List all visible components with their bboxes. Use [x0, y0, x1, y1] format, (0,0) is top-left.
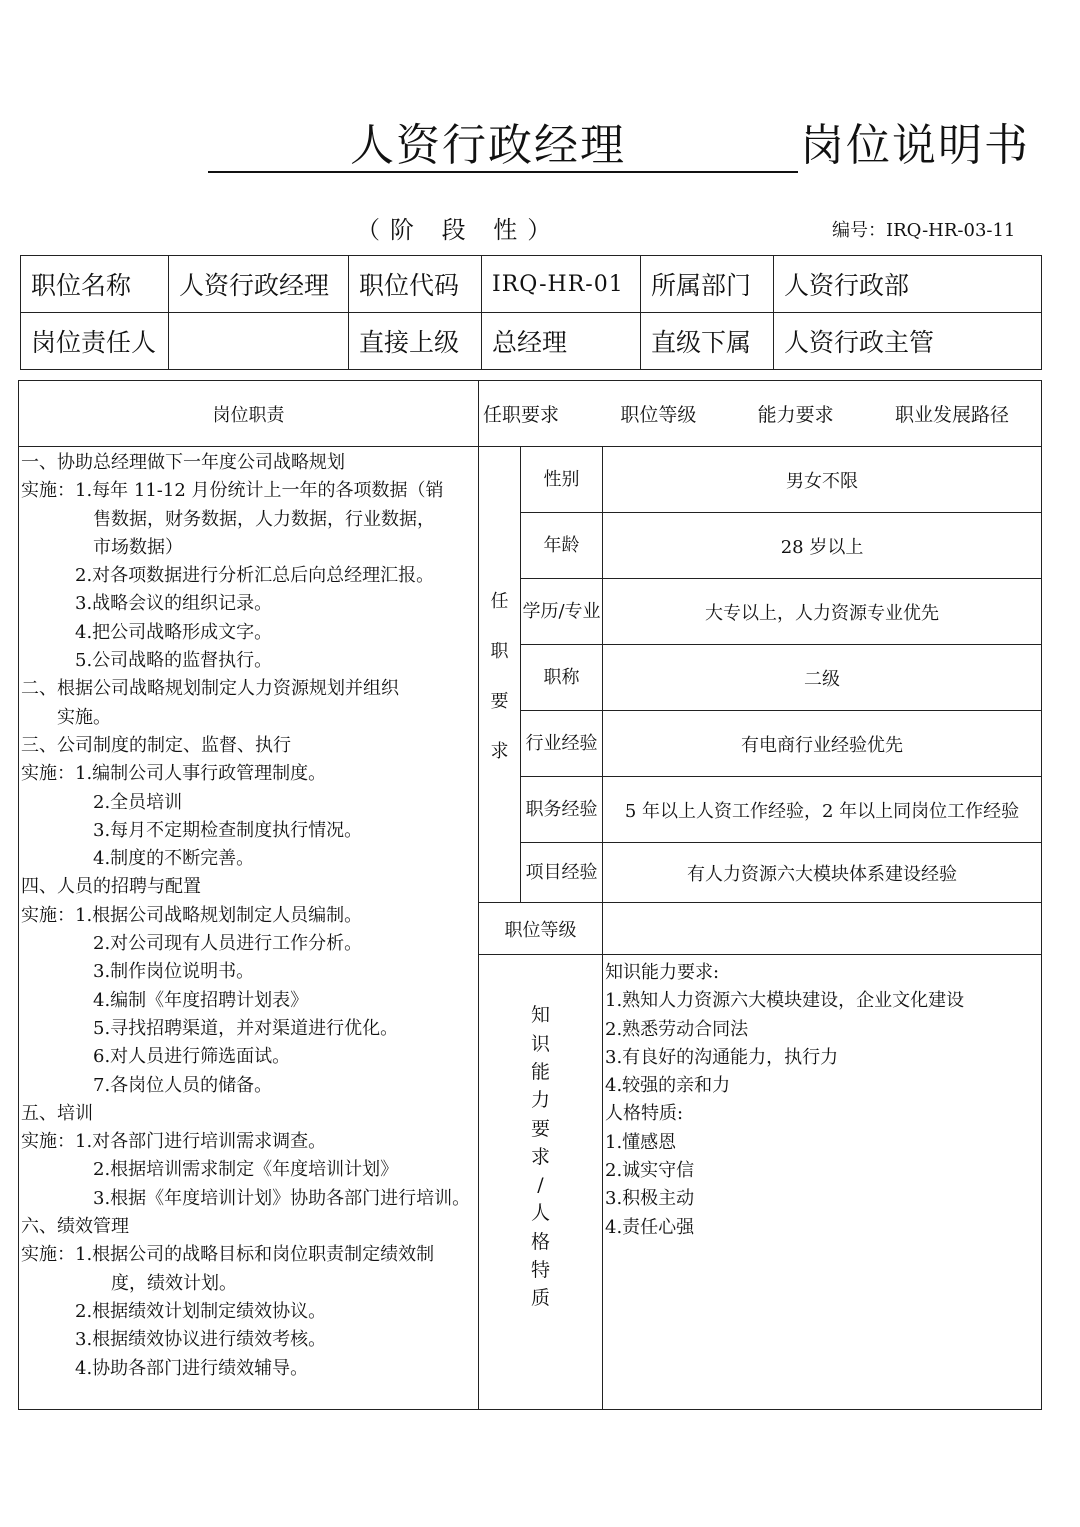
- ability-vertical-char: 格: [530, 1230, 550, 1253]
- req-label-industry-exp: 行业经验: [521, 711, 603, 777]
- subordinate-value: 人资行政主管: [774, 313, 1042, 370]
- basic-info-table: [20, 255, 1042, 370]
- duty-line: 3.制作岗位说明书。: [21, 961, 255, 983]
- header-ability: 能力要求: [757, 404, 834, 426]
- superior-value: 总经理: [482, 313, 641, 370]
- owner-value: [169, 313, 349, 370]
- grade-value: [603, 903, 1042, 955]
- req-label-gender: 性别: [521, 447, 603, 513]
- ability-list: [605, 959, 1041, 1242]
- duty-line: 4.协助各部门进行绩效辅导。: [21, 1357, 309, 1379]
- ability-line: 1.熟知人力资源六大模块建设，企业文化建设: [605, 990, 965, 1012]
- req-vertical-char: 职: [490, 640, 509, 662]
- document-number-label: 编号：: [832, 220, 886, 241]
- duty-line: 3.根据《年度培训计划》协助各部门进行培训。: [21, 1187, 471, 1209]
- req-value-job-exp: 5 年以上人资工作经验，2 年以上同岗位工作经验: [603, 777, 1042, 843]
- ability-line: 3.有良好的沟通能力，执行力: [605, 1046, 839, 1068]
- ability-line: 2.熟悉劳动合同法: [605, 1018, 749, 1040]
- duty-line: 一、协助总经理做下一年度公司战略规划: [21, 452, 345, 473]
- subtitle: （阶 段 性）: [356, 216, 562, 244]
- req-label-job-exp: 职务经验: [521, 777, 603, 843]
- duty-line: 售数据，财务数据，人力数据，行业数据，: [21, 508, 435, 530]
- duty-line: 实施。: [21, 706, 111, 728]
- ability-vertical-char: 特: [530, 1259, 550, 1282]
- header-grade: 职位等级: [620, 404, 697, 426]
- duty-line: 实施：1.根据公司的战略目标和岗位职责制定绩效制: [21, 1244, 435, 1266]
- ability-vertical-char: /: [537, 1174, 544, 1197]
- position-code-value: IRQ-HR-01: [482, 256, 641, 313]
- ability-content: [603, 955, 1042, 1410]
- req-value-age: 28 岁以上: [603, 513, 1042, 579]
- req-vertical-char: 求: [490, 740, 509, 762]
- req-value-title: 二级: [603, 645, 1042, 711]
- duty-line: 六、绩效管理: [21, 1216, 129, 1238]
- requirements-header-row: [479, 381, 1042, 447]
- department-label: 所属部门: [641, 256, 774, 313]
- ability-line: 4.较强的亲和力: [605, 1075, 731, 1097]
- req-value-industry-exp: 有电商行业经验优先: [603, 711, 1042, 777]
- duty-line: 2.根据绩效计划制定绩效协议。: [21, 1300, 327, 1322]
- ability-vertical-char: 知: [530, 1004, 550, 1027]
- duty-line: 市场数据）: [21, 536, 183, 558]
- department-value: 人资行政部: [774, 256, 1042, 313]
- duties-content: [19, 447, 479, 1410]
- title-suffix: 岗位说明书: [800, 120, 1030, 171]
- duty-line: 4.编制《年度招聘计划表》: [21, 989, 309, 1011]
- duty-line: 实施：1.对各部门进行培训需求调查。: [21, 1131, 327, 1153]
- duty-line: 4.把公司战略形成文字。: [21, 621, 273, 643]
- document-number: [832, 216, 1015, 242]
- header-career-path: 职业发展路径: [894, 404, 1009, 426]
- ability-line: 2.诚实守信: [605, 1160, 695, 1182]
- duty-line: 实施：1.编制公司人事行政管理制度。: [21, 763, 327, 785]
- req-value-education: 大专以上，人力资源专业优先: [603, 579, 1042, 645]
- req-label-title: 职称: [521, 645, 603, 711]
- ability-line: 人格特质:: [605, 1103, 684, 1125]
- position-code-label: 职位代码: [349, 256, 482, 313]
- duty-line: 3.每月不定期检查制度执行情况。: [21, 819, 363, 841]
- duties-header: 岗位职责: [19, 381, 479, 447]
- req-vertical-char: 要: [490, 690, 509, 712]
- document-title: [208, 118, 1038, 178]
- req-value-gender: 男女不限: [603, 447, 1042, 513]
- ability-vertical-char: 要: [530, 1117, 550, 1140]
- duties-list: [21, 449, 478, 1383]
- duty-line: 度，绩效计划。: [21, 1272, 237, 1294]
- duty-line: 2.全员培训: [21, 791, 183, 813]
- ability-line: 知识能力要求:: [605, 962, 720, 983]
- duty-line: 3.战略会议的组织记录。: [21, 593, 273, 615]
- req-value-project-exp: 有人力资源六大模块体系建设经验: [603, 843, 1042, 903]
- duty-line: 6.对人员进行筛选面试。: [21, 1046, 291, 1068]
- duty-line: 7.各岗位人员的储备。: [21, 1074, 273, 1096]
- duty-line: 3.根据绩效协议进行绩效考核。: [21, 1329, 327, 1351]
- duty-line: 5.公司战略的监督执行。: [21, 650, 273, 672]
- ability-line: 4.责任心强: [605, 1216, 695, 1238]
- requirements-vertical-label: [479, 447, 521, 903]
- duty-line: 5.寻找招聘渠道，并对渠道进行优化。: [21, 1017, 399, 1039]
- ability-vertical-char: 求: [530, 1145, 550, 1168]
- ability-line: 3.积极主动: [605, 1188, 695, 1210]
- subordinate-label: 直级下属: [641, 313, 774, 370]
- req-label-education: 学历/专业: [521, 579, 603, 645]
- req-vertical-char: 任: [490, 590, 509, 612]
- document-number-value: IRQ-HR-03-11: [886, 220, 1016, 241]
- header-requirements: 任职要求: [483, 404, 560, 426]
- duty-line: 四、人员的招聘与配置: [21, 876, 201, 898]
- job-detail-table: [18, 380, 1042, 1410]
- ability-vertical-char: 识: [530, 1032, 550, 1055]
- duty-line: 2.根据培训需求制定《年度培训计划》: [21, 1159, 399, 1181]
- req-label-age: 年龄: [521, 513, 603, 579]
- position-name-value: 人资行政经理: [169, 256, 349, 313]
- position-name-label: 职位名称: [21, 256, 169, 313]
- superior-label: 直接上级: [349, 313, 482, 370]
- ability-line: 1.懂感恩: [605, 1131, 677, 1153]
- owner-label: 岗位责任人: [21, 313, 169, 370]
- duty-line: 三、公司制度的制定、监督、执行: [21, 734, 291, 756]
- ability-vertical-char: 力: [530, 1089, 550, 1112]
- duty-line: 4.制度的不断完善。: [21, 848, 255, 870]
- ability-vertical-char: 人: [530, 1202, 550, 1225]
- ability-vertical-char: 能: [530, 1060, 550, 1083]
- duty-line: 实施：1.每年 11-12 月份统计上一年的各项数据（销: [21, 480, 444, 502]
- title-position-name: 人资行政经理: [350, 120, 626, 171]
- grade-label: 职位等级: [479, 903, 603, 955]
- duty-line: 2.对公司现有人员进行工作分析。: [21, 933, 363, 955]
- ability-vertical-char: 质: [530, 1287, 550, 1310]
- ability-vertical-label: [479, 955, 603, 1410]
- duty-line: 2.对各项数据进行分析汇总后向总经理汇报。: [21, 565, 435, 587]
- duty-line: 实施：1.根据公司战略规划制定人员编制。: [21, 904, 363, 926]
- duty-line: 二、根据公司战略规划制定人力资源规划并组织: [21, 678, 399, 700]
- duty-line: 五、培训: [21, 1102, 93, 1124]
- req-label-project-exp: 项目经验: [521, 843, 603, 903]
